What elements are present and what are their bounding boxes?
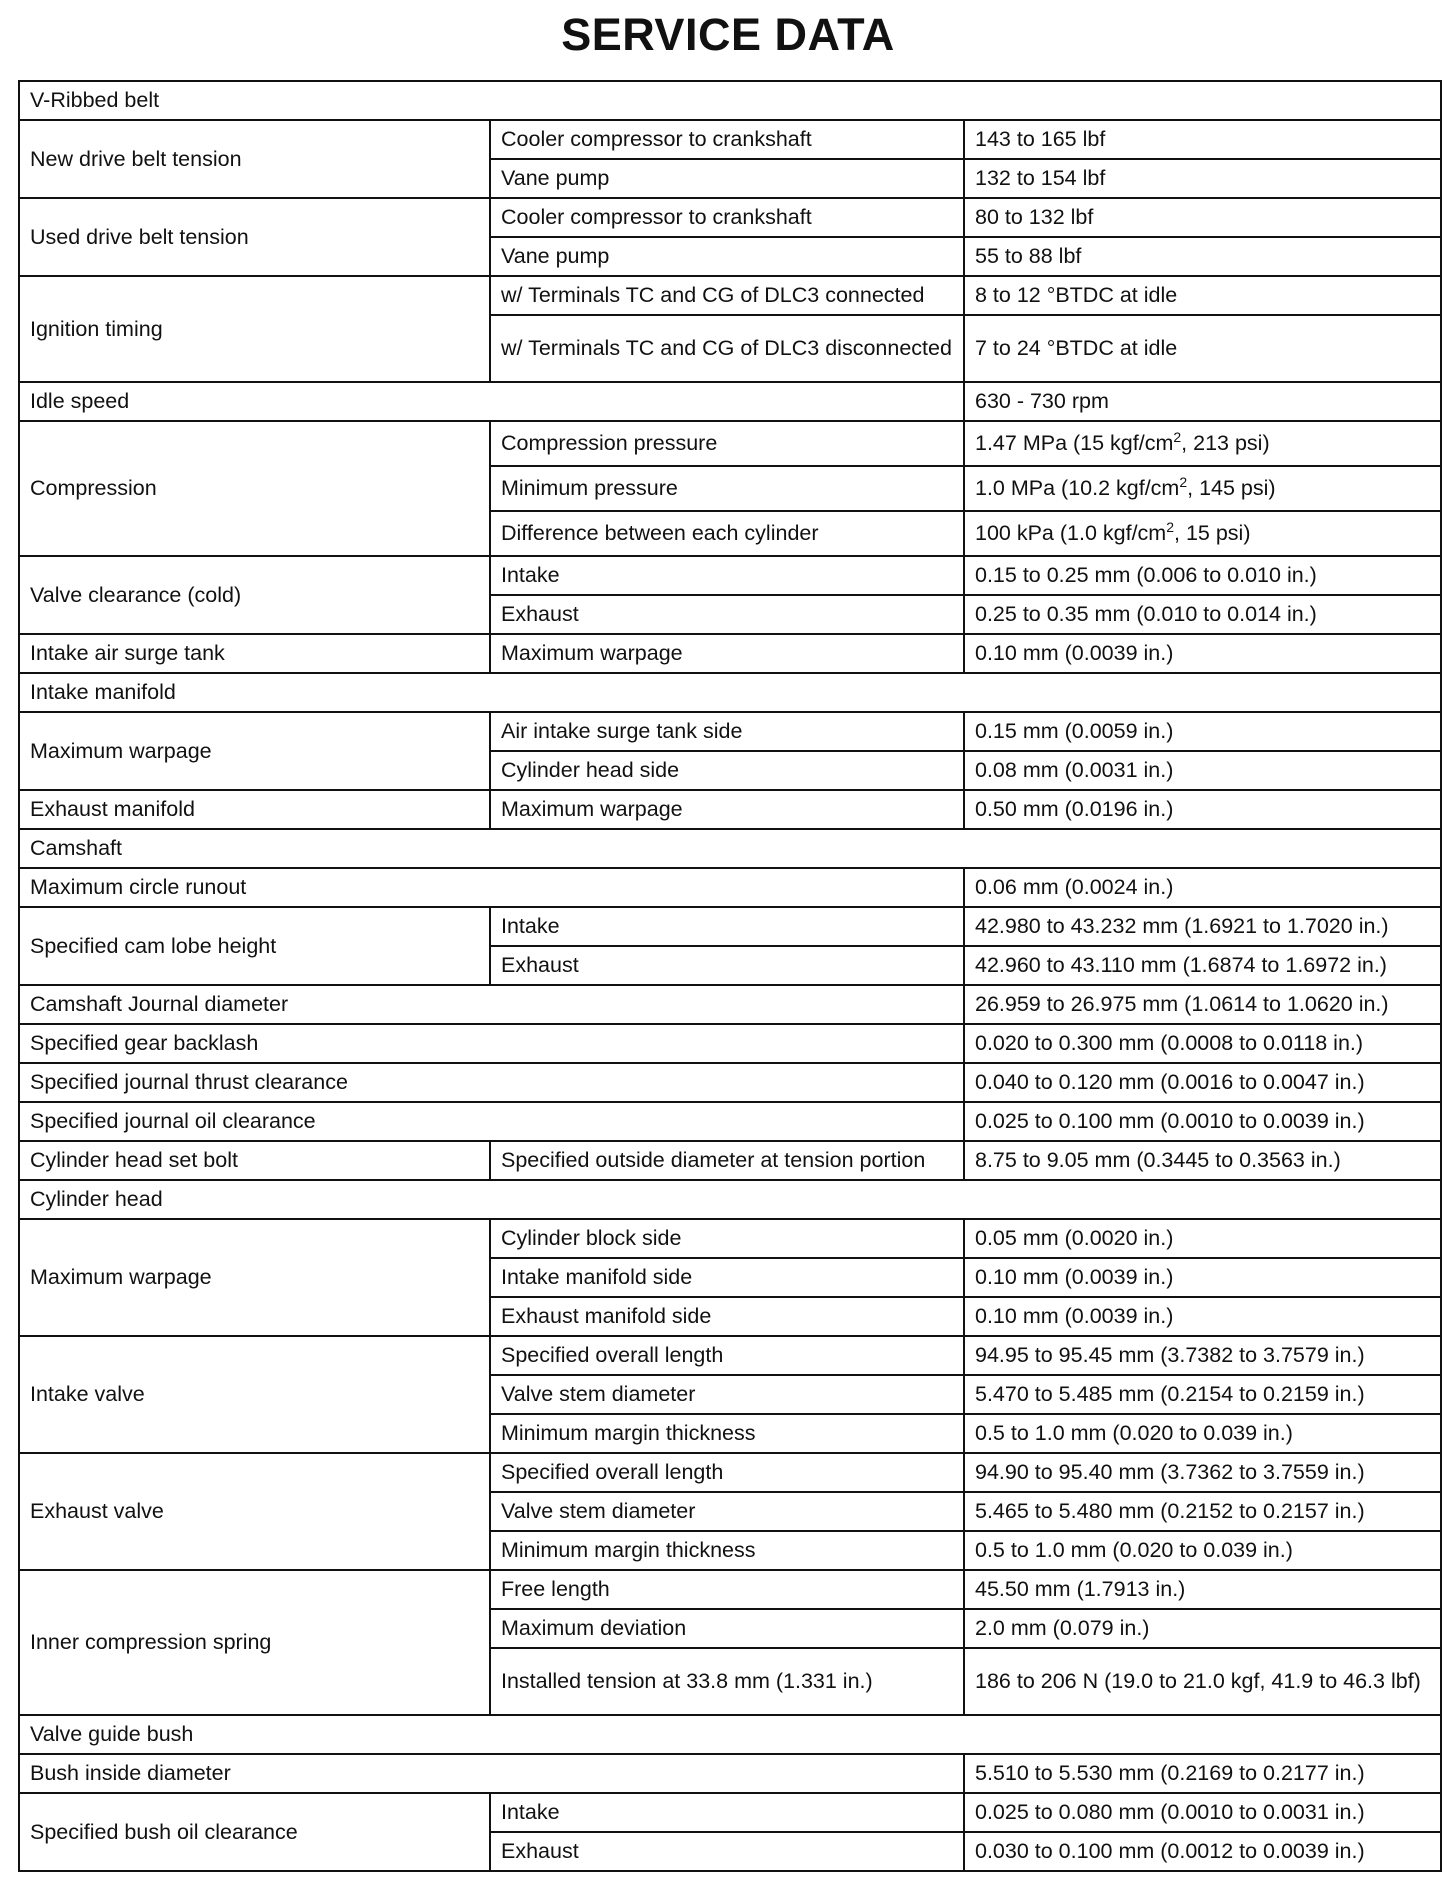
table-cell <box>19 868 964 907</box>
cell-text: 0.10 mm (0.0039 in.) <box>975 641 1174 665</box>
table-row <box>19 120 1441 159</box>
table-cell <box>964 1648 1441 1715</box>
table-cell <box>964 1531 1441 1570</box>
cell-text: Exhaust manifold side <box>501 1304 712 1328</box>
cell-text: 0.06 mm (0.0024 in.) <box>975 875 1174 899</box>
cell-text: Vane pump <box>501 244 610 268</box>
cell-text: Difference between each cylinder <box>501 521 819 545</box>
cell-text: 42.960 to 43.110 mm (1.6874 to 1.6972 in.) <box>975 953 1387 977</box>
table-cell <box>964 237 1441 276</box>
table-cell <box>964 159 1441 198</box>
cell-text: Maximum deviation <box>501 1616 687 1640</box>
cell-text: Maximum warpage <box>30 738 212 763</box>
table-cell <box>964 595 1441 634</box>
table-cell <box>490 751 964 790</box>
cell-text: Intake air surge tank <box>30 641 225 665</box>
cell-text: Specified overall length <box>501 1460 724 1484</box>
table-cell <box>490 1531 964 1570</box>
cell-text: 80 to 132 lbf <box>975 205 1094 229</box>
cell-text: Specified gear backlash <box>30 1031 259 1055</box>
cell-text-after: , 213 psi) <box>1181 431 1270 455</box>
table-cell <box>490 1219 964 1258</box>
superscript: 2 <box>1179 474 1188 490</box>
cell-text: 8.75 to 9.05 mm (0.3445 to 0.3563 in.) <box>975 1148 1341 1172</box>
table-cell <box>964 1297 1441 1336</box>
table-cell <box>490 159 964 198</box>
cell-text: Valve guide bush <box>30 1722 194 1746</box>
cell-text: 94.95 to 95.45 mm (3.7382 to 3.7579 in.) <box>975 1343 1365 1367</box>
cell-text: V-Ribbed belt <box>30 88 160 112</box>
table-row <box>19 829 1441 868</box>
cell-text: Maximum warpage <box>30 1265 212 1289</box>
table-cell <box>964 712 1441 751</box>
cell-text: New drive belt tension <box>30 146 242 171</box>
cell-text: 0.040 to 0.120 mm (0.0016 to 0.0047 in.) <box>975 1070 1365 1094</box>
cell-text: Specified journal thrust clearance <box>30 1070 348 1094</box>
table-cell <box>964 1832 1441 1871</box>
table-cell <box>964 1570 1441 1609</box>
superscript: 2 <box>1166 519 1174 535</box>
page-title: SERVICE DATA <box>561 9 895 60</box>
cell-text: 7 to 24 °BTDC at idle <box>975 336 1178 360</box>
table-cell <box>490 511 964 556</box>
table-cell <box>490 1832 964 1871</box>
table-cell <box>964 1258 1441 1297</box>
table-row <box>19 421 1441 466</box>
cell-text: Intake <box>501 1800 560 1824</box>
table-row <box>19 1336 1441 1375</box>
table-row <box>19 81 1441 120</box>
cell-text: Installed tension at 33.8 mm (1.331 in.) <box>501 1669 873 1693</box>
table-cell <box>490 276 964 315</box>
table-cell <box>490 1492 964 1531</box>
table-cell <box>964 1375 1441 1414</box>
table-cell <box>490 421 964 466</box>
cell-text: Maximum warpage <box>501 641 683 665</box>
service-data-table <box>18 80 1442 1872</box>
table-cell <box>19 1793 490 1871</box>
cell-text: 26.959 to 26.975 mm (1.0614 to 1.0620 in.) <box>975 992 1389 1016</box>
table-cell <box>19 1024 964 1063</box>
table-cell <box>490 237 964 276</box>
cell-text: Exhaust <box>501 953 579 977</box>
table-cell <box>964 1754 1441 1793</box>
table-cell <box>490 1648 964 1715</box>
table-cell <box>964 907 1441 946</box>
table-cell <box>490 556 964 595</box>
table-row <box>19 1715 1441 1754</box>
cell-text: Specified bush oil clearance <box>30 1819 298 1844</box>
cell-text: 0.25 to 0.35 mm (0.010 to 0.014 in.) <box>975 602 1317 626</box>
table-cell <box>964 1336 1441 1375</box>
cell-text: 1.47 MPa (15 kgf/cm <box>975 431 1174 455</box>
table-cell <box>490 1297 964 1336</box>
table-row <box>19 1453 1441 1492</box>
table-row <box>19 1102 1441 1141</box>
cell-text: Camshaft Journal diameter <box>30 992 289 1016</box>
table-cell <box>19 276 490 382</box>
cell-text: 45.50 mm (1.7913 in.) <box>975 1577 1186 1601</box>
cell-text: Valve clearance (cold) <box>30 582 242 607</box>
table-cell <box>964 868 1441 907</box>
cell-text: Bush inside diameter <box>30 1761 231 1785</box>
cell-text: 0.025 to 0.080 mm (0.0010 to 0.0031 in.) <box>975 1800 1365 1824</box>
table-cell <box>964 1219 1441 1258</box>
table-cell <box>490 790 964 829</box>
table-row <box>19 198 1441 237</box>
table-cell <box>490 1141 964 1180</box>
table-cell <box>490 198 964 237</box>
table-cell <box>964 1414 1441 1453</box>
cell-text: Cylinder block side <box>501 1226 682 1250</box>
cell-text: Free length <box>501 1577 610 1601</box>
cell-text: Intake manifold side <box>501 1265 693 1289</box>
cell-text: Intake <box>501 914 560 938</box>
cell-text: w/ Terminals TC and CG of DLC3 connected <box>501 283 925 307</box>
cell-text: Valve stem diameter <box>501 1382 696 1406</box>
service-data-table-body <box>19 81 1441 1871</box>
superscript: 2 <box>1173 429 1182 445</box>
cell-text: Air intake surge tank side <box>501 719 743 743</box>
cell-text-after: , 15 psi) <box>1174 521 1251 545</box>
table-cell <box>19 673 1441 712</box>
cell-text: Ignition timing <box>30 316 163 341</box>
table-cell <box>964 985 1441 1024</box>
table-cell <box>19 1063 964 1102</box>
table-cell <box>19 1570 490 1715</box>
cell-text: Intake <box>501 563 560 587</box>
table-cell <box>490 315 964 382</box>
cell-text: Compression pressure <box>501 431 718 455</box>
cell-text: Cylinder head set bolt <box>30 1148 238 1172</box>
table-row <box>19 556 1441 595</box>
table-cell <box>964 466 1441 511</box>
table-cell <box>490 634 964 673</box>
table-cell <box>19 382 964 421</box>
table-cell <box>19 985 964 1024</box>
cell-text: w/ Terminals TC and CG of DLC3 disconnected <box>501 336 952 360</box>
table-cell <box>964 315 1441 382</box>
table-cell <box>19 1336 490 1453</box>
cell-text: 0.10 mm (0.0039 in.) <box>975 1304 1174 1328</box>
cell-text: 143 to 165 lbf <box>975 127 1106 151</box>
table-cell <box>19 1102 964 1141</box>
cell-text: 0.030 to 0.100 mm (0.0012 to 0.0039 in.) <box>975 1839 1365 1863</box>
cell-text: 0.5 to 1.0 mm (0.020 to 0.039 in.) <box>975 1538 1293 1562</box>
table-cell <box>19 829 1441 868</box>
cell-text: Used drive belt tension <box>30 224 249 249</box>
cell-text: 100 kPa (1.0 kgf/cm <box>975 521 1167 545</box>
cell-text: 94.90 to 95.40 mm (3.7362 to 3.7559 in.) <box>975 1460 1365 1484</box>
cell-text: 8 to 12 °BTDC at idle <box>975 283 1178 307</box>
table-cell <box>964 120 1441 159</box>
table-cell <box>19 1754 964 1793</box>
cell-text: 0.025 to 0.100 mm (0.0010 to 0.0039 in.) <box>975 1109 1365 1133</box>
cell-text: Maximum circle runout <box>30 875 247 899</box>
table-row <box>19 712 1441 751</box>
table-cell <box>490 907 964 946</box>
table-row <box>19 985 1441 1024</box>
cell-text: Cooler compressor to crankshaft <box>501 127 812 151</box>
table-cell <box>964 1453 1441 1492</box>
cell-text-after: , 145 psi) <box>1187 476 1276 500</box>
table-row <box>19 382 1441 421</box>
table-cell <box>19 1453 490 1570</box>
cell-text: Maximum warpage <box>501 797 683 821</box>
cell-text: Intake manifold <box>30 680 176 704</box>
cell-text: 0.05 mm (0.0020 in.) <box>975 1226 1174 1250</box>
table-cell <box>19 421 490 556</box>
table-cell <box>19 556 490 634</box>
table-cell <box>964 1141 1441 1180</box>
table-cell <box>19 1141 490 1180</box>
table-cell <box>964 421 1441 466</box>
table-cell <box>964 511 1441 556</box>
table-cell <box>490 1570 964 1609</box>
table-cell <box>490 466 964 511</box>
cell-text: 0.50 mm (0.0196 in.) <box>975 797 1174 821</box>
table-row <box>19 1754 1441 1793</box>
table-cell <box>964 1793 1441 1832</box>
table-cell <box>490 595 964 634</box>
cell-text: Valve stem diameter <box>501 1499 696 1523</box>
cell-text: 0.15 to 0.25 mm (0.006 to 0.010 in.) <box>975 563 1317 587</box>
cell-text: 0.08 mm (0.0031 in.) <box>975 758 1174 782</box>
cell-text: 186 to 206 N (19.0 to 21.0 kgf, 41.9 to 46.3 lbf) <box>975 1669 1421 1693</box>
table-cell <box>490 1609 964 1648</box>
table-cell <box>964 1024 1441 1063</box>
cell-text: 630 - 730 rpm <box>975 389 1109 413</box>
table-row <box>19 1063 1441 1102</box>
table-cell <box>19 198 490 276</box>
cell-text: Specified cam lobe height <box>30 933 277 958</box>
cell-text: Inner compression spring <box>30 1630 272 1654</box>
table-row <box>19 276 1441 315</box>
table-cell <box>19 1180 1441 1219</box>
cell-text: 5.465 to 5.480 mm (0.2152 to 0.2157 in.) <box>975 1499 1365 1523</box>
table-row <box>19 1024 1441 1063</box>
table-cell <box>964 382 1441 421</box>
table-cell <box>490 712 964 751</box>
cell-text: Vane pump <box>501 166 610 190</box>
table-cell <box>19 81 1441 120</box>
table-cell <box>19 790 490 829</box>
table-row <box>19 790 1441 829</box>
table-cell <box>964 276 1441 315</box>
cell-text: 42.980 to 43.232 mm (1.6921 to 1.7020 in.) <box>975 914 1389 938</box>
table-cell <box>964 946 1441 985</box>
cell-text: Specified overall length <box>501 1343 724 1367</box>
table-cell <box>964 198 1441 237</box>
table-cell <box>964 1063 1441 1102</box>
table-cell <box>490 946 964 985</box>
table-row <box>19 1793 1441 1832</box>
table-cell <box>490 1414 964 1453</box>
table-cell <box>19 712 490 790</box>
cell-text: 2.0 mm (0.079 in.) <box>975 1616 1150 1640</box>
cell-text: 55 to 88 lbf <box>975 244 1082 268</box>
cell-text: Intake valve <box>30 1382 145 1406</box>
table-cell <box>490 1336 964 1375</box>
cell-text: Idle speed <box>30 389 130 413</box>
cell-text: 0.020 to 0.300 mm (0.0008 to 0.0118 in.) <box>975 1031 1364 1055</box>
cell-text: Exhaust valve <box>30 1499 164 1523</box>
cell-text: Cylinder head side <box>501 758 680 782</box>
table-cell <box>490 1375 964 1414</box>
table-row <box>19 1180 1441 1219</box>
table-cell <box>19 907 490 985</box>
cell-text: 0.5 to 1.0 mm (0.020 to 0.039 in.) <box>975 1421 1293 1445</box>
table-cell <box>490 1793 964 1832</box>
cell-text: Camshaft <box>30 836 123 860</box>
table-cell <box>490 1258 964 1297</box>
table-row <box>19 673 1441 712</box>
table-cell <box>964 1102 1441 1141</box>
table-row <box>19 868 1441 907</box>
cell-text: 1.0 MPa (10.2 kgf/cm <box>975 476 1180 500</box>
cell-text: Exhaust manifold <box>30 797 195 821</box>
table-row <box>19 1219 1441 1258</box>
table-row <box>19 907 1441 946</box>
cell-text: Cooler compressor to crankshaft <box>501 205 812 229</box>
table-cell <box>964 1492 1441 1531</box>
table-cell <box>964 790 1441 829</box>
table-cell <box>490 1453 964 1492</box>
cell-text: Specified journal oil clearance <box>30 1109 316 1133</box>
cell-text: 5.510 to 5.530 mm (0.2169 to 0.2177 in.) <box>975 1761 1365 1785</box>
cell-text: Cylinder head <box>30 1187 163 1211</box>
table-row <box>19 1570 1441 1609</box>
table-cell <box>19 634 490 673</box>
table-cell <box>964 634 1441 673</box>
table-cell <box>19 1715 1441 1754</box>
table-row <box>19 1141 1441 1180</box>
cell-text: Compression <box>30 476 157 500</box>
table-row <box>19 634 1441 673</box>
table-cell <box>19 1219 490 1336</box>
table-cell <box>19 120 490 198</box>
table-cell <box>964 751 1441 790</box>
cell-text: Minimum margin thickness <box>501 1421 756 1445</box>
cell-text: Minimum margin thickness <box>501 1538 756 1562</box>
cell-text: 0.10 mm (0.0039 in.) <box>975 1265 1174 1289</box>
cell-text: Exhaust <box>501 1839 579 1863</box>
table-cell <box>964 1609 1441 1648</box>
cell-text: 0.15 mm (0.0059 in.) <box>975 719 1174 743</box>
cell-text: 132 to 154 lbf <box>975 166 1106 190</box>
cell-text: Specified outside diameter at tension portion <box>501 1148 926 1172</box>
cell-text: 5.470 to 5.485 mm (0.2154 to 0.2159 in.) <box>975 1382 1365 1406</box>
cell-text: Exhaust <box>501 602 579 626</box>
cell-text: Minimum pressure <box>501 476 678 500</box>
table-cell <box>490 120 964 159</box>
table-cell <box>964 556 1441 595</box>
